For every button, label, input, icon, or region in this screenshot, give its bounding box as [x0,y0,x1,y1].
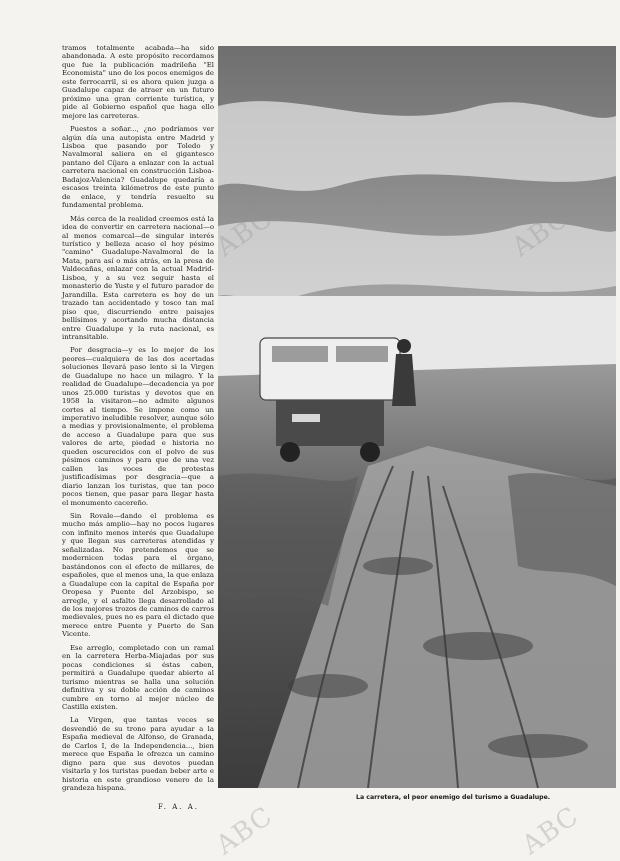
article-paragraph-1: tramos totalmente acabada—ha sido abandonada. A este propósito recordamos que fue la publicación madrileña "El Economista" uno de los pocos enemigos de este ferrocarril, si es ahora quien juzga a Guadalupe capaz de atraer en un futuro próximo una gran corriente turística, y pide al Gobierno español que haga ello mejore las carreteras. [62,44,214,120]
article-paragraph-3: Más cerca de la realidad creemos está la idea de convertir en carretera nacional—o al menos comarcal—de singular interés turístico y belleza acaso el hoy pésimo "camino" Guadalupe-Navalmoral de la Mata, para así o más atrás, en la presa de Valdecañas, enlazar con la actual Madrid-Lisboa, y a su vez seguir hasta el monasterio de Yuste y el futuro parador de Jarandilla. Esta carretera es hoy de un trazado tan accidentado y tosco tan mal piso que, discurriendo entre paisajes bellísimos y acortando mucha distancia entre Guadalupe y la ruta nacional, es intransitable. [62,214,214,341]
road-photo-illustration [218,46,616,788]
abc-watermark: ABC [210,801,279,861]
abc-watermark: ABC [210,203,279,263]
photo-caption: La carretera, el peor enemigo del turismo a Guadalupe. [356,794,551,801]
road-photograph [218,46,616,788]
author-signature: F. A. A. [158,803,200,811]
article-paragraph-7: La Virgen, que tantas veces se desvendió de su trono para ayudar a la España medieval de Alfonso, de Granada, de Carlos I, de la Independencia..., bien merece que España le ofrezca un camino digno para que sus devotos puedan visitarla y los turistas puedan beber arte e historia en este grandioso venero de la grandeza hispana. [62,716,214,793]
car-silhouette [260,338,400,462]
article-paragraph-2: Puestos a soñar..., ¿no podríamos ver algún día una autopista entre Madrid y Lisboa que pasando por Toledo y Navalmoral saliera en el gigantesco pantano del Cíjara a enlazar con la actual carretera nacional en construcción Lisboa-Badajoz-Valencia? Guadalupe quedaría a escasos treinta kilómetros de este punto de enlace, y tendría resuelto su fundamental problema. [62,125,214,210]
article-body [62,44,214,798]
article-paragraph-4: Por desgracia—y es lo mejor de los peores—cualquiera de las dos acertadas soluciones llevará paso lento si la Virgen de Guadalupe no hace un milagro. Y la realidad de Guadalupe—decadencia ya por unos 25.000 turistas y devotos que en 1958 la visitaron—no admite algunos cortes al tiempo. Se impone como un imperativo ineludible resolver, aunque sólo a medias y provisionalmente, el problema de acceso a Guadalupe para que sus valores de arte, piedad e historia no queden oscurecidos con el polvo de sus pésimos caminos y para que de una vez callen las voces de protestas justificadísimas por desgracia—que a diario lanzan los turistas, que tan poco pocos tienen, que pasar para llegar hasta el monumento cacereño. [62,346,214,507]
abc-watermark: ABC [516,801,585,861]
abc-watermark: ABC [506,203,575,263]
article-paragraph-5: Sin Rovale—dando el problema es mucho más amplio—hay no pocos lugares con infinito menos interés que Guadalupe y que llegan sus carreteras atendidas y señalizadas. No pretendemos que se modernicen todas para el órgano, bastándonos con el efecto de millares, de españoles, que el menos una, la que enlaza a Guadalupe con la capital de España por Oropesa y Puente del Arzobispo, se arregle, y el asfalto llega desarrollado al de los mejores trozos de caminos de carros medievales, pues no es para el dictado que merece entre Puente y Puerto de San Vicente. [62,512,214,639]
article-paragraph-6: Ese arreglo, completado con un ramal en la carretera Herba-Miajadas por sus pocas condiciones si éstas caben, permitirá a Guadalupe quedar abierto al turismo mientras se halla una solución definitiva y su doble acción de caminos cumbre en torno al mejor núcleo de Castilla existen. [62,643,214,711]
